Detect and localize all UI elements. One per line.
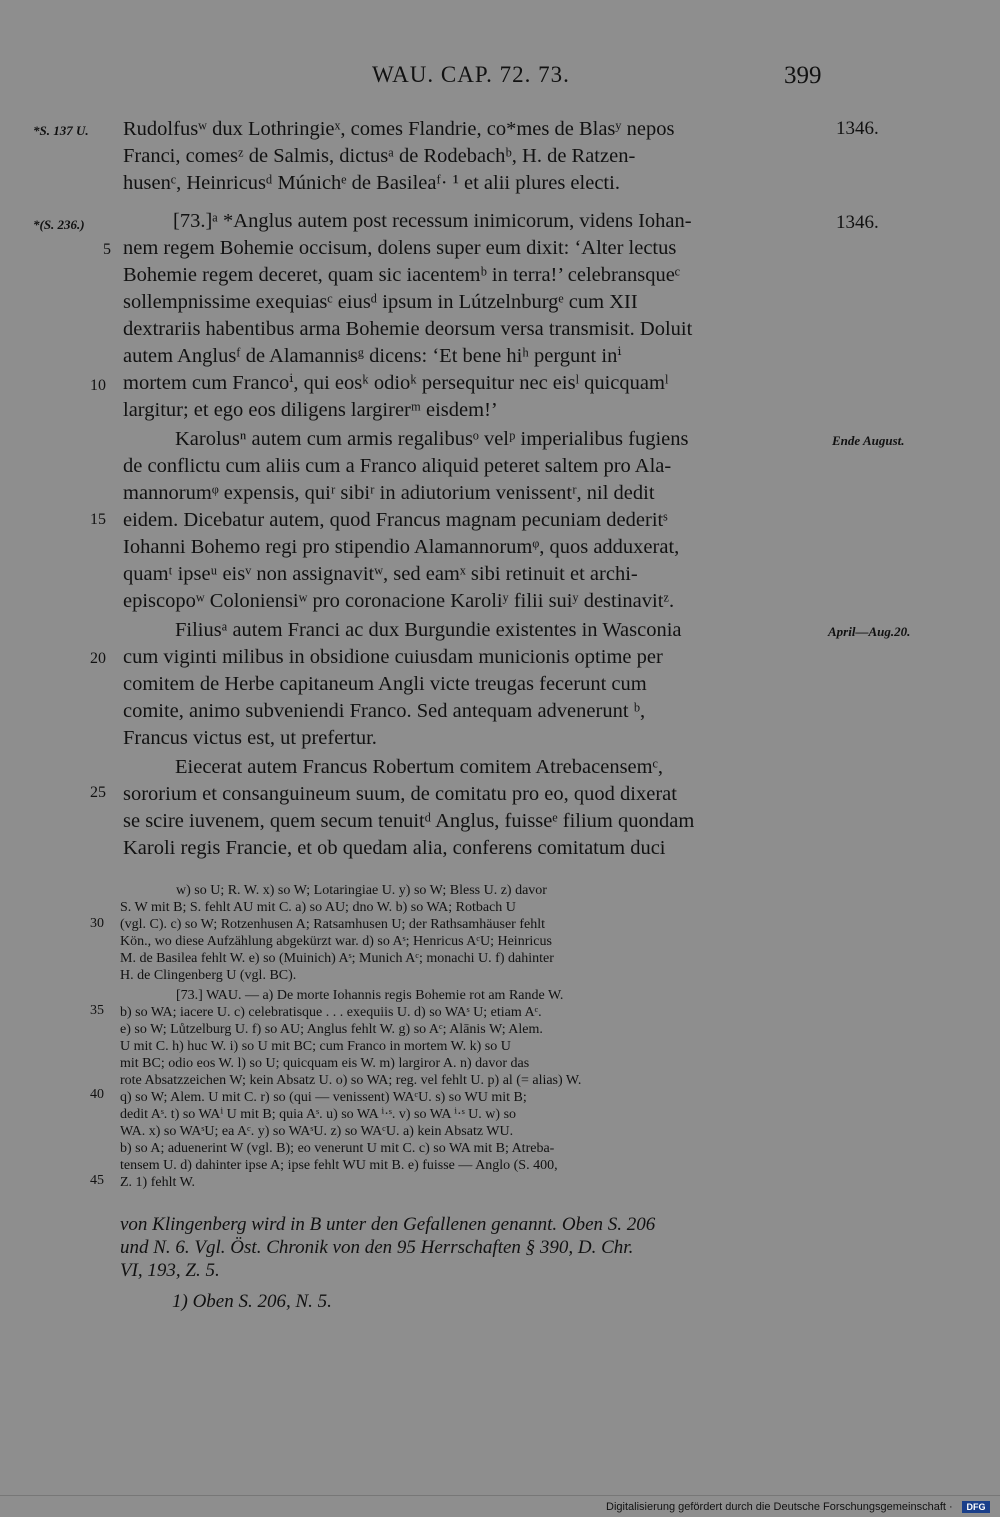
- bottom-note-line: und N. 6. Vgl. Öst. Chronik von den 95 Herrschaften § 390, D. Chr.: [120, 1237, 634, 1258]
- body-line: Karoli regis Francie, et ob quedam alia, conferens comitatum duci: [123, 837, 666, 859]
- margin-date-right: 1346.: [836, 212, 879, 233]
- footnote-line-number: 45: [90, 1173, 104, 1188]
- margin-date-right: April—Aug.20.: [828, 624, 911, 639]
- body-line: [73.]ᵃ *Anglus autem post recessum inimicorum, videns Iohan-: [173, 210, 692, 232]
- footnote-line: Z. 1) fehlt W.: [120, 1175, 196, 1190]
- footnote-line: [73.] WAU. — a) De morte Iohannis regis Bohemie rot am Rande W.: [176, 988, 564, 1003]
- body-line: comitem de Herbe capitaneum Angli victe treugas fecerunt cum: [123, 673, 647, 695]
- dfg-credit: Digitalisierung gefördert durch die Deutsche Forschungsgemeinschaft ·: [606, 1501, 953, 1513]
- body-line: largitur; et ego eos diligens largirerᵐ eisdem!’: [123, 399, 498, 421]
- body-line: nem regem Bohemie occisum, dolens super eum dixit: ‘Alter lectus: [123, 237, 677, 259]
- line-number: 25: [90, 784, 106, 801]
- margin-date-right: 1346.: [836, 118, 879, 139]
- body-line: se scire iuvenem, quem secum tenuitᵈ Anglus, fuisseᵉ filium quondam: [123, 810, 695, 832]
- footnote-line-number: 40: [90, 1087, 104, 1102]
- line-number: 20: [90, 650, 106, 667]
- footnote-line: U mit C. h) huc W. i) so U mit BC; cum Franco in mortem W. k) so U: [120, 1039, 511, 1054]
- footnote-line: dedit Aˢ. t) so WAⁱ U mit B; quia Aˢ. u) so WA ⁱ·ˢ. v) so WA ⁱ·ˢ U. w) so: [120, 1107, 517, 1122]
- body-line: Rudolfusʷ dux Lothringieˣ, comes Flandrie, co*mes de Blasʸ nepos: [123, 118, 675, 140]
- footnote-line: Kön., wo diese Aufzählung abgekürzt war. d) so Aˢ; Henricus AᶜU; Heinricus: [120, 934, 552, 949]
- body-line: sororium et consanguineum suum, de comitatu pro eo, quod dixerat: [123, 783, 677, 805]
- credit-divider: [0, 1495, 1000, 1496]
- footnote-line: S. W mit B; S. fehlt AU mit C. a) so AU; dno W. b) so WA; Rotbach U: [120, 900, 516, 915]
- footnote-line: w) so U; R. W. x) so W; Lotaringiae U. y) so W; Bless U. z) davor: [176, 883, 547, 898]
- footnote-line: mit BC; odio eos W. l) so U; quicquam eis W. m) largiror A. n) davor das: [120, 1056, 530, 1071]
- body-line: Francus victus est, ut prefertur.: [123, 727, 377, 749]
- body-line: Iohanni Bohemo regi pro stipendio Alamannorumᵠ, quos adduxerat,: [123, 536, 680, 558]
- footnote-line: rote Absatzzeichen W; kein Absatz U. o) so WA; reg. vel fehlt U. p) al (= alias) W.: [120, 1073, 582, 1088]
- margin-note-left: *(S. 236.): [33, 217, 85, 232]
- footnote-line: tensem U. d) dahinter ipse A; ipse fehlt WU mit B. e) fuisse — Anglo (S. 400,: [120, 1158, 558, 1173]
- body-line: dextrariis habentibus arma Bohemie deorsum versa transmisit. Doluit: [123, 318, 693, 340]
- line-number: 15: [90, 511, 106, 528]
- body-line: comite, animo subveniendi Franco. Sed antequam advenerunt ᵇ,: [123, 700, 646, 722]
- bottom-note-line: von Klingenberg wird in B unter den Gefallenen genannt. Oben S. 206: [120, 1214, 656, 1235]
- body-line: Filiusᵃ autem Franci ac dux Burgundie existentes in Wasconia: [175, 619, 682, 641]
- line-number: 10: [90, 377, 106, 394]
- body-line: mortem cum Francoⁱ, qui eosᵏ odioᵏ persequitur nec eisˡ quicquamˡ: [123, 372, 669, 394]
- footnote-line: b) so WA; iacere U. c) celebratisque . . . exequiis U. d) so WAˢ U; etiam Aᶜ.: [120, 1005, 542, 1020]
- body-line: episcopoʷ Coloniensiʷ pro coronacione Karoliʸ filii suiʸ destinavitᶻ.: [123, 590, 675, 612]
- footnote-line-number: 35: [90, 1003, 104, 1018]
- body-line: Karolusⁿ autem cum armis regalibusᵒ velᵖ imperialibus fugiens: [175, 428, 689, 450]
- body-line: Bohemie regem deceret, quam sic iacentemᵇ in terra!’ celebransqueᶜ: [123, 264, 681, 286]
- body-line: de conflictu cum aliis cum a Franco aliquid peteret saltem pro Ala-: [123, 455, 672, 477]
- footnote-line: H. de Clingenberg U (vgl. BC).: [120, 968, 297, 983]
- body-line: autem Anglusᶠ de Alamannisᵍ dicens: ‘Et bene hiʰ pergunt inⁱ: [123, 345, 622, 367]
- footnote-line: e) so W; Lůtzelburg U. f) so AU; Anglus fehlt W. g) so Aᶜ; Alānis W; Alem.: [120, 1022, 543, 1037]
- body-line: mannorumᵠ expensis, quiʳ sibiʳ in adiutorium venissentʳ, nil dedit: [123, 482, 655, 504]
- body-line: eidem. Dicebatur autem, quod Francus magnam pecuniam dederitˢ: [123, 509, 668, 531]
- footnote-line: b) so A; aduenerint W (vgl. B); eo venerunt U mit C. c) so WA mit B; Atreba-: [120, 1141, 555, 1156]
- margin-note-left: *S. 137 U.: [33, 123, 89, 138]
- line-number: 5: [103, 241, 111, 258]
- body-line: husenᶜ, Heinricusᵈ Múnichᵉ de Basileaᶠ· ¹ et alii plures electi.: [123, 172, 620, 194]
- footnote-line: q) so W; Alem. U mit C. r) so (qui — venissent) WAᶜU. s) so WU mit B;: [120, 1090, 527, 1105]
- running-title: WAU. CAP. 72. 73.: [372, 62, 570, 87]
- footnote-reference: 1) Oben S. 206, N. 5.: [172, 1291, 332, 1312]
- footnote-line: WA. x) so WAˢU; ea Aᶜ. y) so WAˢU. z) so WAᶜU. a) kein Absatz WU.: [120, 1124, 514, 1139]
- body-line: Eiecerat autem Francus Robertum comitem Atrebacensemᶜ,: [175, 756, 663, 778]
- footnote-line: (vgl. C). c) so W; Rotzenhusen A; Ratsamhusen U; der Rathsamhäuser fehlt: [120, 917, 545, 932]
- body-line: sollempnissime exequiasᶜ eiusᵈ ipsum in Lútzelnburgᵉ cum XII: [123, 291, 638, 313]
- page-number: 399: [784, 62, 822, 89]
- dfg-logo: DFG: [962, 1501, 990, 1513]
- bottom-note-line: VI, 193, Z. 5.: [120, 1260, 220, 1281]
- body-line: quamᵗ ipseᵘ eisᵛ non assignavitʷ, sed eamˣ sibi retinuit et archi-: [123, 563, 638, 585]
- body-line: cum viginti milibus in obsidione cuiusdam municionis optime per: [123, 646, 663, 668]
- body-line: Franci, comesᶻ de Salmis, dictusᵃ de Rodebachᵇ, H. de Ratzen-: [123, 145, 636, 167]
- footnote-line: M. de Basilea fehlt W. e) so (Muinich) Aˢ; Munich Aᶜ; monachi U. f) dahinter: [120, 951, 554, 966]
- footnote-line-number: 30: [90, 916, 104, 931]
- margin-date-right: Ende August.: [832, 433, 905, 448]
